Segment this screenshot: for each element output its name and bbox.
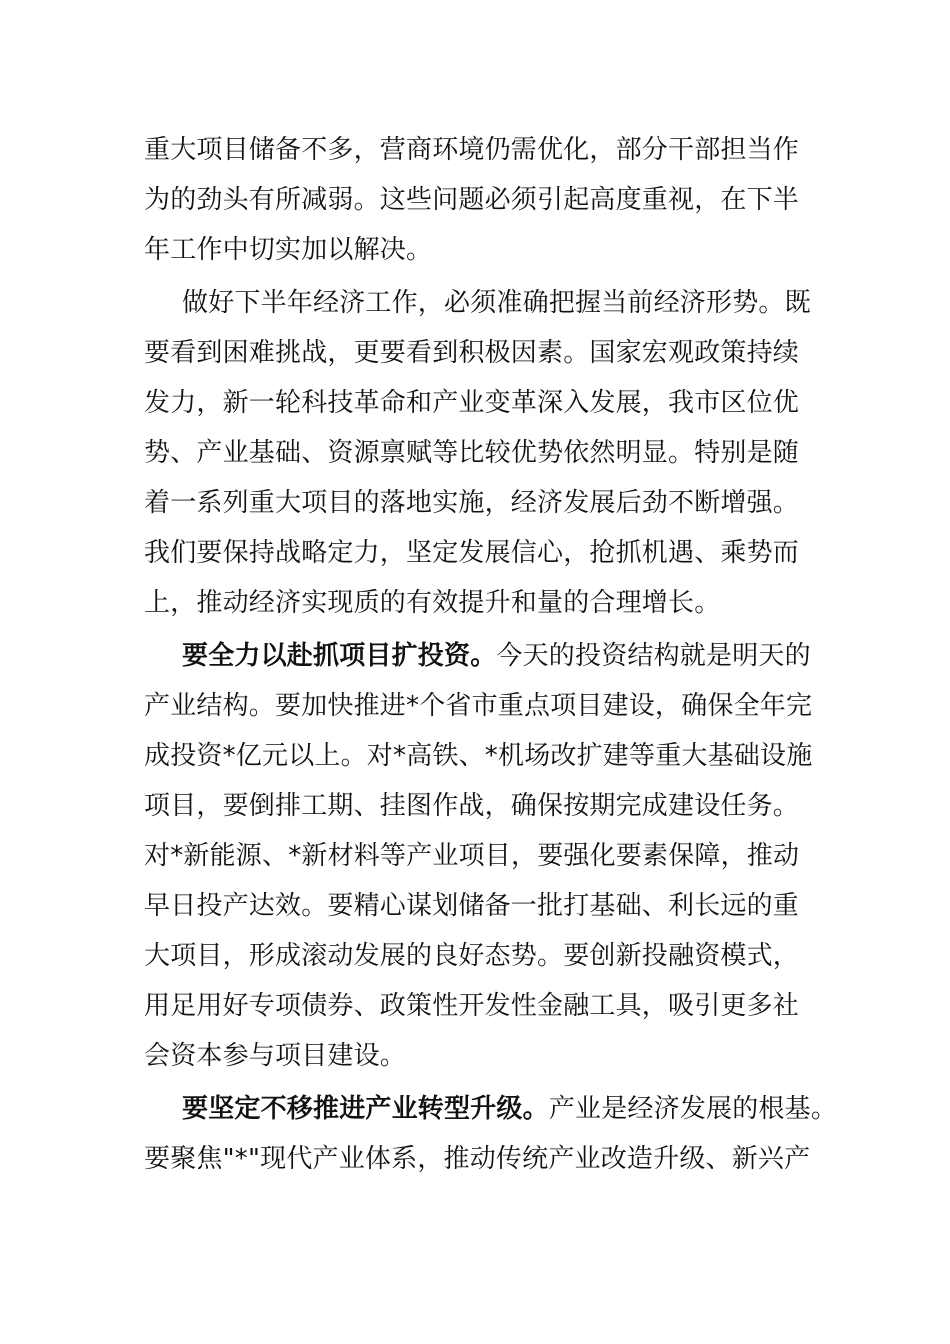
text-line: 为的劲头有所减弱。这些问题必须引起高度重视，在下半 xyxy=(144,185,800,215)
document-body xyxy=(144,125,838,1187)
text-line: 对*新能源、*新材料等产业项目，要强化要素保障，推动 xyxy=(144,841,800,871)
text-run: 产业是经济发展的根基。 xyxy=(548,1094,838,1124)
text-line: 发力，新一轮科技革命和产业变革深入发展，我市区位优 xyxy=(144,388,800,418)
paragraph-2 xyxy=(144,278,814,628)
paragraph-3 xyxy=(144,631,814,1081)
text-line: 做好下半年经济工作，必须准确把握当前经济形势。既 xyxy=(182,288,811,318)
text-line: 要聚焦"*"现代产业体系，推动传统产业改造升级、新兴产 xyxy=(144,1144,811,1174)
text-line: 我们要保持战略定力，坚定发展信心，抢抓机遇、乘势而 xyxy=(144,538,800,568)
text-line: 大项目，形成滚动发展的良好态势。要创新投融资模式， xyxy=(144,941,800,971)
text-line: 早日投产达效。要精心谋划储备一批打基础、利长远的重 xyxy=(144,891,800,921)
text-line: 成投资*亿元以上。对*高铁、*机场改扩建等重大基础设施 xyxy=(144,741,813,771)
paragraph-heading: 要坚定不移推进产业转型升级。 xyxy=(182,1094,549,1124)
text-line-with-heading xyxy=(144,1084,838,1134)
text-line: 会资本参与项目建设。 xyxy=(144,1041,407,1071)
paragraph-1 xyxy=(144,125,814,275)
paragraph-heading: 要全力以赴抓项目扩投资。 xyxy=(182,641,497,671)
text-line: 上，推动经济实现质的有效提升和量的合理增长。 xyxy=(144,588,721,618)
text-line: 年工作中切实加以解决。 xyxy=(144,235,433,265)
text-line: 重大项目储备不多，营商环境仍需优化，部分干部担当作 xyxy=(144,135,800,165)
text-line: 着一系列重大项目的落地实施，经济发展后劲不断增强。 xyxy=(144,488,800,518)
paragraph-4 xyxy=(144,1084,838,1184)
text-line: 项目，要倒排工期、挂图作战，确保按期完成建设任务。 xyxy=(144,791,800,821)
text-line-with-heading xyxy=(144,631,814,681)
text-line: 产业结构。要加快推进*个省市重点项目建设，确保全年完 xyxy=(144,691,813,721)
text-line: 用足用好专项债券、政策性开发性金融工具，吸引更多社 xyxy=(144,991,800,1021)
text-line: 势、产业基础、资源禀赋等比较优势依然明显。特别是随 xyxy=(144,438,800,468)
text-line: 要看到困难挑战，更要看到积极因素。国家宏观政策持续 xyxy=(144,338,800,368)
text-run: 今天的投资结构就是明天的 xyxy=(496,641,811,671)
